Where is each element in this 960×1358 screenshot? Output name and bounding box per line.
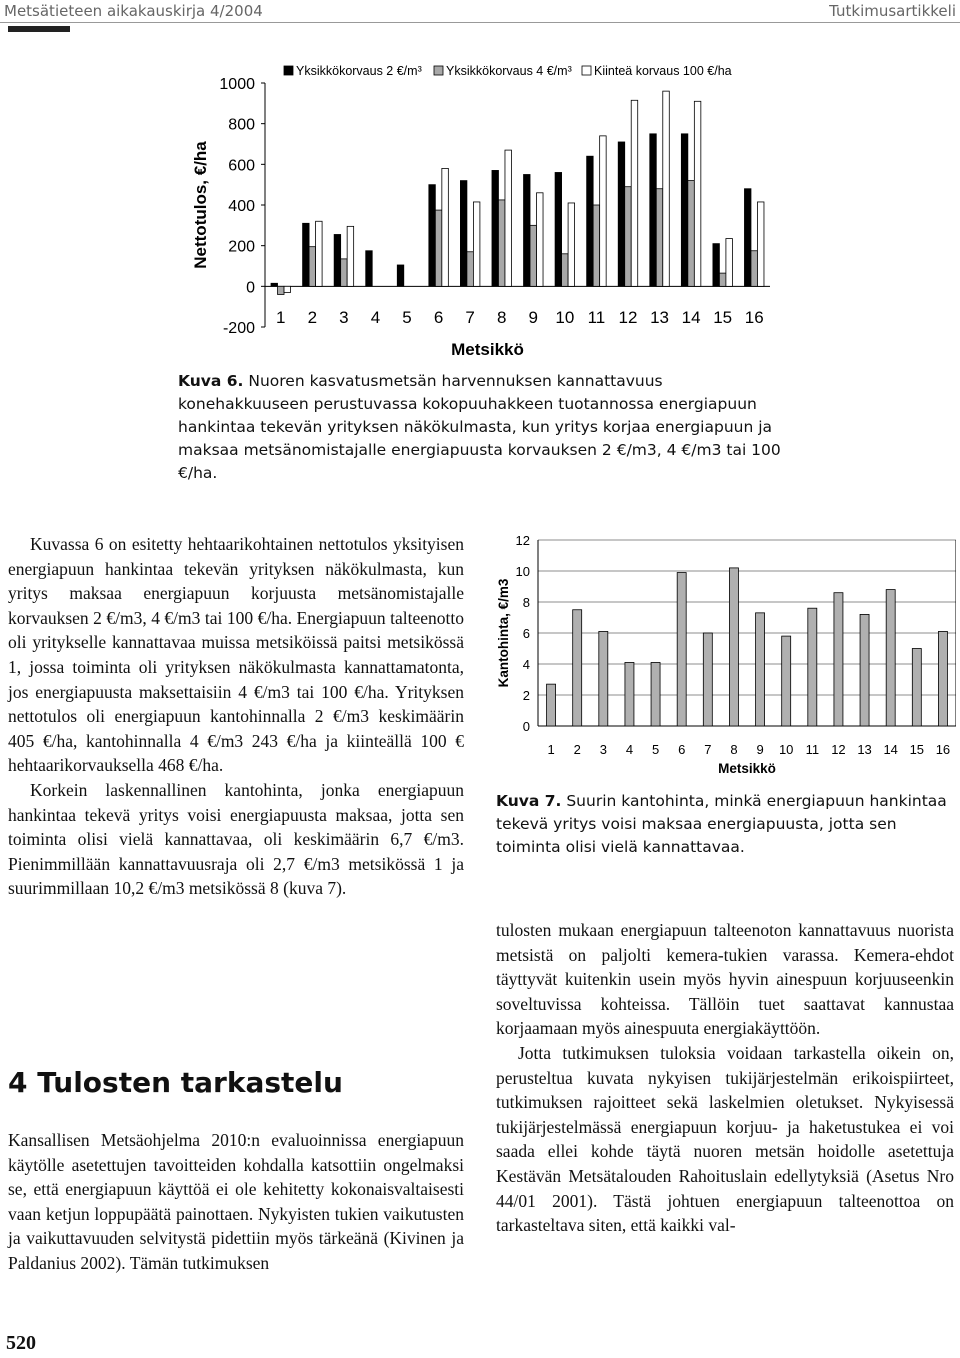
bar: [341, 259, 348, 286]
right-column: [496, 918, 954, 1238]
y-tick-label: 600: [228, 157, 255, 175]
bar: [537, 193, 544, 287]
legend-label: Yksikkökorvaus 2 €/m³: [296, 64, 422, 78]
bar: [782, 636, 791, 726]
bar: [757, 202, 764, 286]
bar: [492, 170, 499, 286]
x-tick-label: 9: [528, 308, 539, 327]
x-tick-label: 13: [857, 742, 872, 757]
figure-7-caption-label: Kuva 7.: [496, 792, 562, 810]
figure-6-caption: [178, 370, 784, 485]
bar: [334, 234, 341, 286]
bar: [303, 223, 310, 286]
bar: [713, 244, 720, 287]
bar: [316, 221, 323, 286]
right-paragraph-2: Jotta tutkimuksen tuloksia voidaan tarkastella oikein on, perusteltua kuvata nykyisen tukijärjestelmän erikoispiirteet, tutkimuksen rajoitteet sekä laskelmien oletukset. Nykyisessä tukijärjestelmässä energiapuun korjuu- ja haketustukea ei voi saada ellei kohde täytä nuoren metsän hoidolle asetettuja Kestävän Metsätalouden Rahoituslain edellytyksiä (Asetus Nro 44/01 2001). Tästä johtuen energiapuun talteenottoa on tarkasteltava siten, että kaikki val-: [496, 1042, 954, 1236]
legend-label: Yksikkökorvaus 4 €/m³: [446, 64, 572, 78]
figure-7-caption: [496, 790, 954, 859]
bar: [467, 252, 474, 287]
x-tick-label: 4: [370, 308, 381, 327]
bar: [751, 251, 758, 287]
bar: [651, 662, 660, 726]
bar: [460, 181, 467, 287]
figure-6-caption-text: Nuoren kasvatusmetsän harvennuksen kannattavuus konehakkuuseen perustuvassa kokopuuhakkeen tuotannossa energiapuun hankintaa tekevän yrityksen näkökulmasta, kun yritys korjaa energiapuun ja maksaa metsänomistajalle energiapuusta korvauksen 2 €/m3, 4 €/m3 tai 100 €/ha.: [178, 372, 781, 482]
bar: [599, 631, 608, 726]
x-tick-label: 14: [883, 742, 898, 757]
bar: [912, 649, 921, 727]
bar: [442, 168, 449, 286]
bar: [271, 283, 278, 286]
section-label: Tutkimusartikkeli: [829, 2, 956, 20]
y-tick-label: 1000: [219, 76, 255, 93]
bar: [600, 136, 607, 286]
page-header: [0, 0, 960, 36]
x-tick-label: 10: [778, 742, 794, 757]
x-tick-label: 5: [651, 742, 660, 757]
y-tick-label: 800: [228, 116, 255, 134]
bar: [568, 203, 575, 286]
bar: [429, 185, 436, 287]
left-column-lower: [8, 1128, 464, 1276]
bar: [555, 172, 562, 286]
bar: [744, 189, 751, 287]
x-tick-label: 3: [339, 308, 349, 327]
y-tick-label: 200: [228, 238, 255, 256]
y-axis-label: Nettotulos, €/ha: [191, 141, 210, 269]
x-tick-label: 9: [756, 742, 764, 757]
x-tick-label: 10: [555, 308, 575, 327]
bar: [562, 254, 569, 287]
legend-swatch: [434, 66, 443, 75]
left-paragraph-1: Kuvassa 6 on esitetty hehtaarikohtainen nettotulos yksityisen energiapuun hankintaa tekevän yrityksen näkökulmasta, kun yritys maksaa energiapuun korjuusta metsänomistajalle korvauksen 2 €/m3, 4 €/m3 tai 100 €/ha. Energiapuun talteenotto oli yritykselle kannattavaa muissa metsiköissä paitsi metsikössä 1, jossa toiminta oli yrityksen näkökulmasta kannattamatonta, jos energiapuusta maksettaisiin 4 €/m3 tai 100 €/ha. Yrityksen nettotulos oli energiapuun kantohinnalla 2 €/m3 keskimäärin 405 €/ha, kantohinnalla 4 €/m3 243 €/ha ja kiinteällä 100 € hehtaarikorvauksella 468 €/ha.: [8, 534, 464, 776]
legend-label: Kiinteä korvaus 100 €/ha: [594, 64, 732, 78]
x-tick-label: 8: [730, 742, 738, 757]
y-tick-label: 4: [522, 657, 530, 672]
x-tick-label: 11: [805, 742, 820, 757]
x-tick-label: 2: [307, 308, 318, 327]
bar: [284, 286, 291, 292]
bar: [498, 200, 505, 286]
bar: [366, 251, 373, 287]
left-paragraph-3: Kansallisen Metsäohjelma 2010:n evaluoinnissa energiapuun käytölle asetettujen tavoitteiden kohdalla katsottiin ongelmaksi se, että energiapuun käyttöä ei ole kehitetty kokonaisvaltaisesti vaan ketjun loppupäätä painottaen. Nykyisten tukien vaikutusten ja vaikuttavuuden selvitystä pidettiin myös tärkeänä (Kivinen ja Paldanius 2002). Tämän tutkimuksen: [8, 1130, 464, 1273]
journal-title: Metsätieteen aikakauskirja 4/2004: [4, 2, 263, 20]
bar: [834, 593, 843, 726]
bar: [631, 100, 638, 286]
section-heading: 4 Tulosten tarkastelu: [8, 1066, 343, 1099]
y-tick-label: -200: [222, 320, 255, 337]
x-tick-label: 4: [625, 742, 634, 757]
header-bar: [8, 26, 70, 32]
bar: [473, 202, 480, 286]
bar: [625, 187, 632, 287]
x-tick-label: 12: [618, 308, 638, 327]
x-tick-label: 3: [599, 742, 607, 757]
bar: [618, 142, 625, 286]
x-tick-label: 16: [935, 742, 951, 757]
x-tick-label: 11: [587, 308, 606, 327]
header-rule: [0, 22, 960, 23]
bar: [860, 614, 869, 726]
x-tick-label: 2: [573, 742, 581, 757]
bar: [524, 175, 531, 287]
bar: [656, 189, 663, 287]
right-paragraph-1: tulosten mukaan energiapuun talteenoton kannattavuus nuorista metsistä on paljolti kemera-tukien varassa. Kemera-ehdot täyttyvät kuitenkin usein myös hyvin ainespuun korjuuseenkin soveltuvissa kohteissa. Tällöin tuet saattavat kannustaa korjaamaan myös ainespuuta energiakäyttöön.: [496, 920, 954, 1039]
x-tick-label: 14: [681, 308, 701, 327]
page-number: 520: [6, 1332, 36, 1354]
bar: [688, 181, 695, 287]
bar: [347, 226, 354, 286]
y-tick-label: 0: [246, 279, 255, 297]
x-tick-label: 13: [650, 308, 669, 327]
bar: [547, 684, 556, 726]
legend-swatch: [284, 66, 293, 75]
bar: [309, 247, 316, 287]
x-tick-label: 6: [433, 308, 444, 327]
bar: [278, 286, 285, 294]
x-axis-label: Metsikkö: [451, 340, 524, 359]
x-tick-label: 1: [276, 308, 286, 327]
bar: [435, 210, 442, 286]
y-tick-label: 8: [522, 595, 530, 610]
x-tick-label: 8: [496, 308, 507, 327]
left-paragraph-2: Korkein laskennallinen kantohinta, jonka energiapuun hankintaa tekevä yritys voisi energiapuusta maksaa, jotta sen toiminta olisi vielä kannattavaa, oli keskimäärin 6,7 €/m3. Pienimmillään kannattavuusraja oli 2,7 €/m3 metsikössä 1 ja suurimmillaan 10,2 €/m3 metsikössä 8 (kuva 7).: [8, 779, 464, 899]
x-tick-label: 12: [831, 742, 846, 757]
bar: [681, 134, 688, 287]
x-tick-label: 15: [713, 308, 733, 327]
x-tick-label: 5: [402, 308, 412, 327]
bar: [938, 631, 947, 726]
bar: [726, 239, 733, 287]
figure-7-caption-text: Suurin kantohinta, minkä energiapuun hankintaa tekevä yritys voisi maksaa energiapuusta, jotta sen toiminta olisi vielä kannattavaa.: [496, 792, 947, 856]
x-tick-label: 16: [744, 308, 764, 327]
y-tick-label: 0: [522, 719, 530, 734]
x-axis-label: Metsikkö: [718, 761, 776, 776]
x-tick-label: 15: [909, 742, 925, 757]
x-tick-label: 6: [678, 742, 686, 757]
y-tick-label: 6: [522, 626, 530, 641]
legend-swatch: [582, 66, 591, 75]
bar: [729, 568, 738, 726]
x-tick-label: 1: [547, 742, 555, 757]
x-tick-label: 7: [704, 742, 712, 757]
bar: [650, 134, 657, 287]
y-axis-label: Kantohinta, €/m3: [496, 578, 511, 688]
bar: [625, 662, 634, 726]
y-tick-label: 12: [515, 533, 530, 548]
bar: [703, 633, 712, 726]
figure-7-chart: [494, 532, 956, 780]
bar: [719, 273, 726, 286]
bar: [756, 613, 765, 726]
y-tick-label: 400: [228, 198, 255, 215]
bar: [397, 265, 404, 286]
left-column: [8, 532, 464, 901]
bar: [663, 91, 670, 286]
bar: [677, 573, 686, 726]
bar: [573, 610, 582, 726]
figure-6-caption-label: Kuva 6.: [178, 372, 244, 390]
bar: [886, 590, 895, 726]
y-tick-label: 2: [522, 688, 530, 703]
bar: [505, 150, 512, 286]
bar: [587, 156, 594, 286]
x-tick-label: 7: [465, 308, 475, 327]
bar: [808, 608, 817, 726]
bar: [694, 101, 701, 286]
figure-6-chart: [180, 55, 780, 365]
y-tick-label: 10: [515, 564, 530, 579]
bar: [593, 205, 600, 286]
bar: [530, 225, 537, 286]
